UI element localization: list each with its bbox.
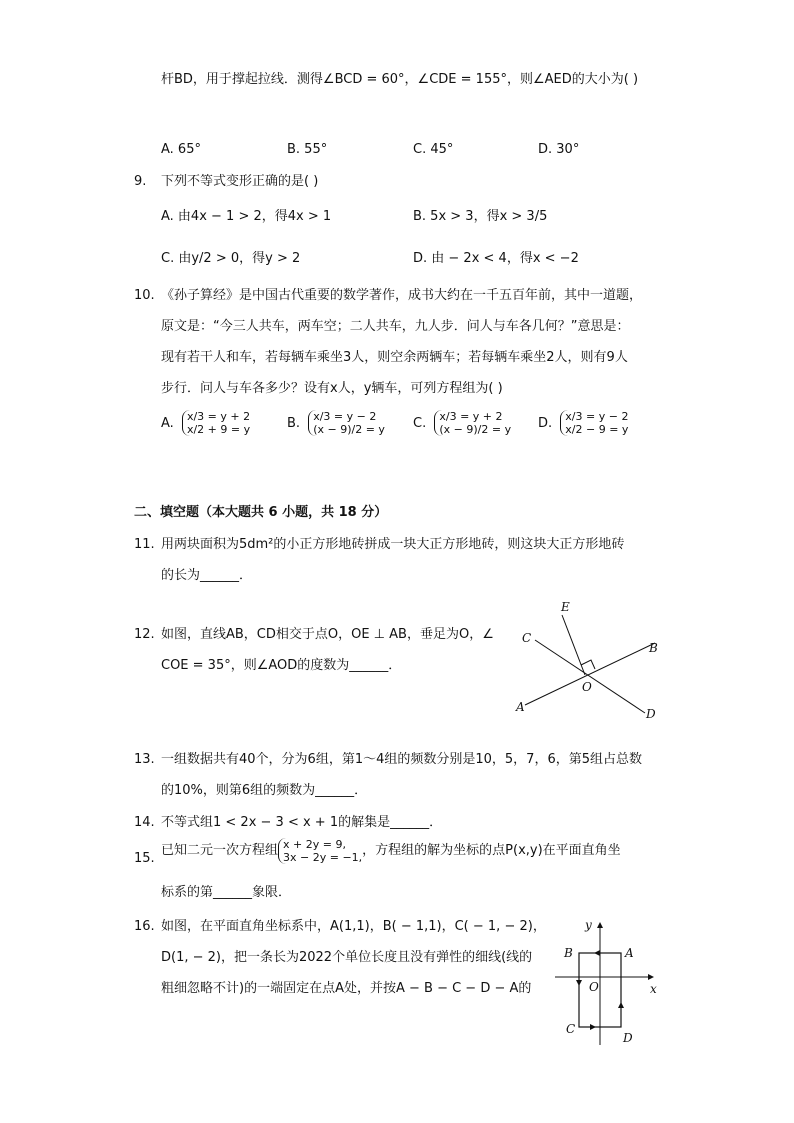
q10-option-c-eq2: (x − 9)/2 = y: [439, 423, 512, 436]
q9-option-d: D. 由 − 2x < 4，得x < −2: [413, 251, 579, 266]
q14-text: 不等式组1 < 2x − 3 < x + 1的解集是______．: [161, 815, 443, 830]
q10-option-a-label: A.: [161, 415, 174, 431]
q9-option-c: C. 由y/2 > 0，得y > 2: [161, 251, 301, 266]
right-angle-mark: [581, 660, 595, 669]
label-o: O: [589, 980, 599, 994]
line-cd: [535, 640, 645, 713]
q15-prefix: 已知二元一次方程组: [161, 843, 279, 858]
label-d: D: [623, 1031, 633, 1045]
q16-line-2: D(1, − 2)，把一条长为2022个单位长度且没有弹性的细线(线的: [161, 950, 533, 965]
label-x: x: [650, 982, 657, 996]
q10-option-a-eq2: x/2 + 9 = y: [186, 423, 251, 436]
q9-stem: 下列不等式变形正确的是( ): [161, 174, 319, 189]
q15-eq2: 3x − 2y = −1,: [283, 851, 363, 864]
q9-option-a: A. 由4x − 1 > 2，得4x > 1: [161, 209, 332, 224]
q8-option-d: D. 30°: [538, 142, 580, 157]
q8-tail-text: 杆BD，用于撑起拉线．测得∠BCD = 60°，∠CDE = 155°，则∠AED的大小为( ): [161, 72, 639, 87]
q10-option-b-eq2: (x − 9)/2 = y: [313, 423, 385, 436]
label-d: D: [646, 707, 656, 721]
label-a: A: [625, 946, 634, 960]
q10-line-1: 《孙子算经》是中国古代重要的数学著作，成书大约在一千五百年前，其中一道题，: [161, 288, 643, 303]
q10-option-a-eq1: x/3 = y + 2: [186, 410, 251, 423]
q16-figure: [555, 915, 665, 1050]
q10-option-a-system: [182, 410, 250, 436]
q15-line-1: [161, 838, 621, 864]
q10-option-d-eq2: x/2 − 9 = y: [565, 423, 629, 436]
q10-option-b-label: B.: [287, 415, 301, 431]
section-heading: 二、填空题（本大题共 6 小题，共 18 分）: [134, 505, 388, 520]
q13-line-1: 一组数据共有40个，分为6组，第1～4组的频数分别是10，5，7，6，第5组占总数: [161, 752, 642, 767]
q10-number: 10.: [134, 288, 155, 303]
q9-number: 9.: [134, 174, 147, 189]
q11-line-2: 的长为______．: [161, 568, 253, 583]
q12-line-1: 如图，直线AB，CD相交于点O，OE ⊥ AB，垂足为O，∠: [161, 627, 494, 642]
label-b: B: [649, 641, 658, 655]
q11-number: 11.: [134, 537, 155, 552]
label-y: y: [585, 918, 592, 932]
q9-option-b: B. 5x > 3，得x > 3/5: [413, 209, 548, 224]
q10-option-b-system: [308, 410, 385, 436]
q10-line-2: 原文是：“今三人共车，两车空；二人共车，九人步．问人与车各几何？”意思是：: [161, 319, 630, 334]
q8-option-c: C. 45°: [413, 142, 454, 157]
q8-option-b: B. 55°: [287, 142, 328, 157]
q16-line-3: 粗细忽略不计)的一端固定在点A处，并按A − B − C − D − A的: [161, 981, 532, 996]
q8-option-a: A. 65°: [161, 142, 201, 157]
q10-option-b-eq1: x/3 = y − 2: [313, 410, 377, 423]
q10-option-c-label: C.: [413, 415, 427, 431]
q11-line-1: 用两块面积为5dm²的小正方形地砖拼成一块大正方形地砖，则这块大正方形地砖: [161, 537, 625, 552]
q13-line-2: 的10%，则第6组的频数为______．: [161, 783, 368, 798]
q10-option-a: [161, 410, 250, 436]
q10-option-c-eq1: x/3 = y + 2: [439, 410, 503, 423]
q16-number: 16.: [134, 919, 155, 934]
q10-option-d-system: [560, 410, 628, 436]
label-c: C: [522, 631, 532, 645]
line-ab: [525, 643, 655, 705]
q15-suffix: ，方程组的解为坐标的点P(x,y)在平面直角坐: [362, 843, 621, 858]
q10-line-3: 现有若干人和车，若每辆车乘坐3人，则空余两辆车；若每辆车乘坐2人，则有9人: [161, 350, 628, 365]
q10-option-c-system: [434, 410, 511, 436]
label-e: E: [561, 600, 570, 614]
q10-option-d-label: D.: [538, 415, 553, 431]
q15-eq1: x + 2y = 9,: [283, 838, 346, 851]
q10-option-d: [538, 410, 628, 436]
label-o: O: [582, 680, 592, 694]
q15-number: 15.: [134, 851, 155, 866]
q10-option-d-eq1: x/3 = y − 2: [565, 410, 629, 423]
q15-line-2: 标系的第______象限．: [161, 885, 292, 900]
q10-option-b: [287, 410, 385, 436]
q16-line-1: 如图，在平面直角坐标系中，A(1,1)，B( − 1,1)，C( − 1, − 2)，: [161, 919, 546, 934]
label-b: B: [564, 946, 573, 960]
q12-number: 12.: [134, 627, 155, 642]
label-a: A: [516, 700, 525, 714]
q12-line-2: COE = 35°，则∠AOD的度数为______．: [161, 658, 402, 673]
q10-line-4: 步行．问人与车各多少？设有x人，y辆车，可列方程组为( ): [161, 381, 503, 396]
q14-number: 14.: [134, 815, 155, 830]
q13-number: 13.: [134, 752, 155, 767]
q12-figure: [505, 595, 675, 725]
q15-system: [278, 838, 362, 864]
label-c: C: [566, 1022, 576, 1036]
q10-option-c: [413, 410, 511, 436]
